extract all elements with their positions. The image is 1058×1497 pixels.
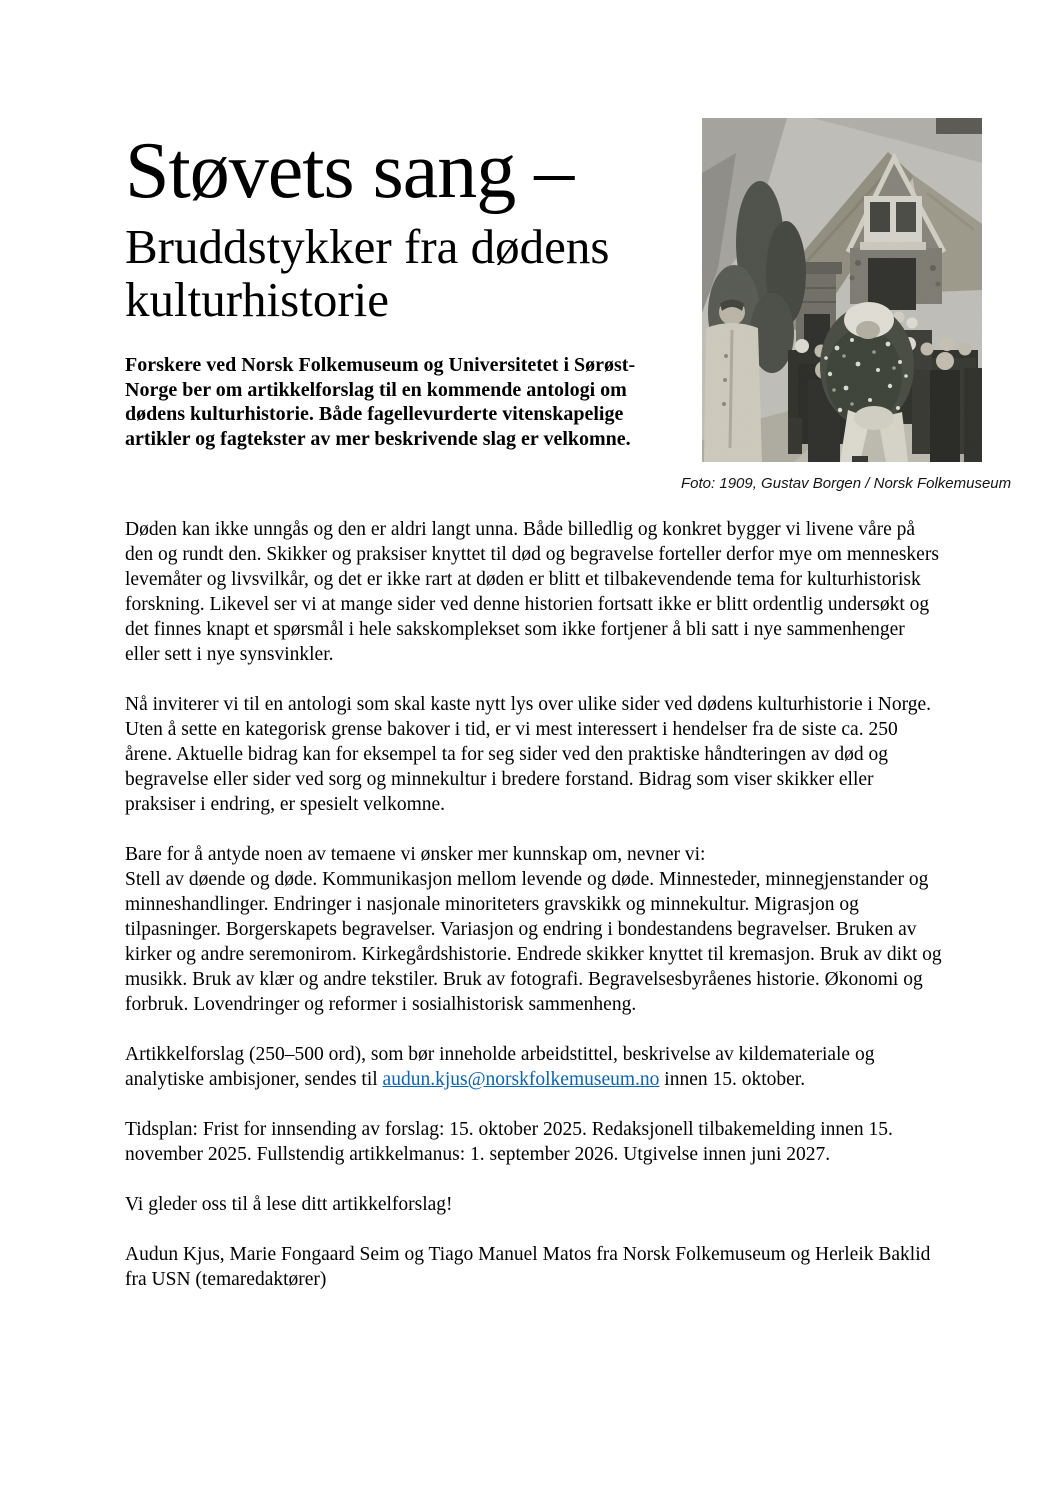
paragraph-submission (125, 1042, 943, 1092)
submission-text-before: Artikkelforslag (250–500 ord), som bør inneholde arbeidstittel, beskrivelse av kildemateriale og analytiske ambisjoner, sendes til (125, 1044, 875, 1090)
page-subtitle: Bruddstykker fra dødens kulturhistorie (125, 218, 610, 327)
photo-scene (702, 118, 982, 462)
header-section (125, 118, 1012, 493)
intro-paragraph: Forskere ved Norsk Folkemuseum og Universitetet i Sørøst-Norge ber om artikkelforslag til en kommende antologi om dødens kulturhistorie. Både fagellevurderte vitenskapelige artikler og fagtekster av mer beskrivende slag er velkomne. (125, 354, 636, 450)
submission-text-after: innen 15. oktober. (659, 1069, 806, 1090)
funeral-photo-figure (681, 118, 1012, 493)
email-link[interactable]: audun.kjus@norskfolkemuseum.no (382, 1069, 660, 1090)
topics-list: Stell av døende og døde. Kommunikasjon mellom levende og døde. Minnesteder, minnegjenstander og minneshandlinger. Endringer i nasjonale minoriteters gravskikk og minnekultur. Migrasjon og tilpasninger. Borgerskapets begravelser. Variasjon og endring i bondestandens begravelser. Bruken av kirker og andre seremonirom. Kirkegårdshistorie. Endrede skikker knyttet til kremasjon. Bruk av dikt og musikk. Bruk av klær og andre tekstiler. Bruk av fotografi. Begravelsesbyråenes historie. Økonomi og forbruk. Lovendringer og reformer i sosialhistorisk sammenheng. (125, 869, 942, 1015)
topics-intro-line: Bare for å antyde noen av temaene vi ønsker mer kunnskap om, nevner vi: (125, 844, 706, 865)
body-text (125, 517, 943, 1292)
funeral-photo (702, 118, 982, 462)
paragraph-topics (125, 842, 943, 1017)
page-title: Støvets sang – (125, 127, 574, 215)
photo-caption: Foto: 1909, Gustav Borgen / Norsk Folkemuseum (681, 475, 1012, 492)
paragraph-anthology-invite: Nå inviterer vi til en antologi som skal kaste nytt lys over ulike sider ved dødens kulturhistorie i Norge. Uten å sette en kategorisk grense bakover i tid, er vi mest interessert i hendelser fra de siste ca. 250 årene. Aktuelle bidrag kan for eksempel ta for seg sider ved den praktiske håndteringen av død og begravelse eller sider ved sorg og minnekultur i bredere forstand. Bidrag som viser skikker eller praksiser i endring, er spesielt velkomne. (125, 694, 932, 815)
paragraph-death-theme: Døden kan ikke unngås og den er aldri langt unna. Både billedlig og konkret bygger vi livene våre på den og rundt den. Skikker og praksiser knyttet til død og begravelse forteller derfor mye om menneskers levemåter og livsvilkår, og det er ikke rart at døden er blitt et tilbakevendende tema for kulturhistorisk forskning. Likevel ser vi at mange sider ved denne historien fortsatt ikke er blitt ordentlig undersøkt og det finnes knapt et spørsmål i hele sakskomplekset som ikke fortjener å bli satt i nye sammenhenger eller sett i nye synsvinkler. (125, 519, 939, 665)
paragraph-closing: Vi gleder oss til å lese ditt artikkelforslag! (125, 1194, 453, 1215)
title-column (125, 127, 681, 451)
paragraph-timeline: Tidsplan: Frist for innsending av forslag: 15. oktober 2025. Redaksjonell tilbakemelding innen 15. november 2025. Fullstendig artikkelmanus: 1. september 2026. Utgivelse innen juni 2027. (125, 1119, 893, 1165)
paragraph-editors: Audun Kjus, Marie Fongaard Seim og Tiago Manuel Matos fra Norsk Folkemuseum og Herleik Baklid fra USN (temaredaktører) (125, 1244, 931, 1290)
